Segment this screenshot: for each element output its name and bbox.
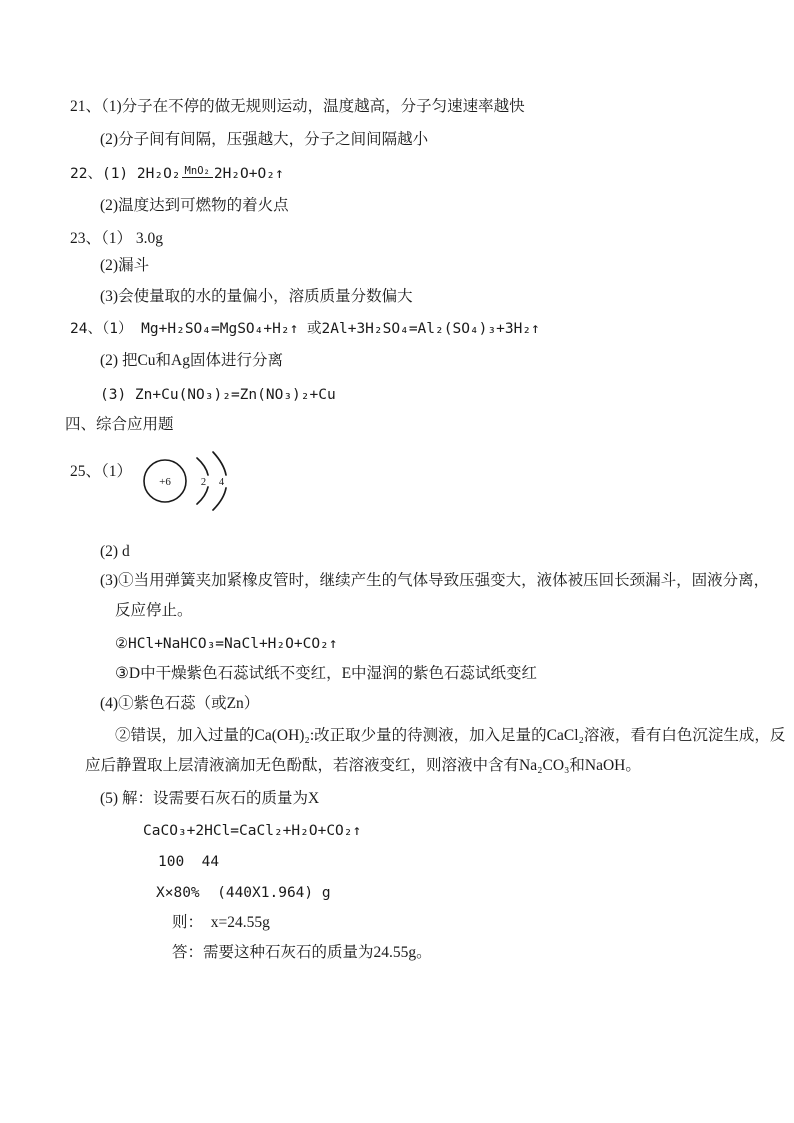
answer-25-4-2-line1: ②错误，加入过量的Ca(OH)₂:改正取少量的待测液，加入足量的CaCl₂溶液，看有白色沉淀生成，反 xyxy=(115,727,786,744)
question-number-label: 25、（1） xyxy=(70,463,133,480)
equation-prefix: 22、(1) xyxy=(70,166,137,182)
answer-25-4-1: (4)①紫色石蕊（或Zn） xyxy=(100,695,260,712)
electron-shell-arc xyxy=(197,458,208,475)
electron-shell-arc xyxy=(213,488,226,510)
nucleus-charge-label: +6 xyxy=(159,476,171,488)
electron-shell-arc xyxy=(213,452,226,475)
answer-22-1-equation xyxy=(70,164,284,184)
answer-25-3-2-equation: ②HCl+NaHCO₃=NaCl+H₂O+CO₂↑ xyxy=(115,636,338,652)
catalyst-condition: MnO₂ xyxy=(182,166,213,178)
answer-25-5-proportion: X×80% (440X1.964) g xyxy=(156,885,331,901)
answer-23-1: 23、（1） 3.0g xyxy=(70,230,164,247)
answer-25-3-1-line1: (3)①当用弹簧夹加紧橡皮管时，继续产生的气体导致压强变大，液体被压回长颈漏斗，固液分离， xyxy=(100,572,770,589)
shell-electron-count: 4 xyxy=(218,477,225,488)
answer-25-5-ratio: 100 44 xyxy=(158,854,220,870)
answer-25-3-3: ③D中干燥紫色石蕊试纸不变红，E中湿润的紫色石蕊试纸变红 xyxy=(115,665,538,682)
equation-rhs: 2H₂O+O₂↑ xyxy=(213,166,284,182)
answer-23-3: (3)会使量取的水的量偏小，溶质质量分数偏大 xyxy=(100,288,413,305)
answer-25-2: (2) d xyxy=(100,543,130,560)
answer-25-5-solution: (5) 解：设需要石灰石的质量为X xyxy=(100,790,320,807)
answer-21-2: (2)分子间有间隔，压强越大，分子之间间隔越小 xyxy=(100,131,429,148)
answer-24-3-equation: (3) Zn+Cu(NO₃)₂=Zn(NO₃)₂+Cu xyxy=(100,387,336,403)
answer-25-5-answer: 答：需要这种石灰石的质量为24.55g。 xyxy=(172,944,432,961)
equation-lhs: 2H₂O₂ xyxy=(136,166,181,182)
answer-23-2: (2)漏斗 xyxy=(100,257,150,274)
answer-24-2: (2) 把Cu和Ag固体进行分离 xyxy=(100,352,283,369)
answer-25-5-equation: CaCO₃+2HCl=CaCl₂+H₂O+CO₂↑ xyxy=(143,823,362,839)
answer-25-1-atom-diagram xyxy=(70,448,238,514)
section-4-heading: 四、综合应用题 xyxy=(65,416,174,433)
electron-shell-arc xyxy=(197,487,208,504)
answer-24-1-equation: 24、（1） Mg+H₂SO₄=MgSO₄+H₂↑ 或2Al+3H₂SO₄=Al₂(SO₄)₃+3H₂↑ xyxy=(70,321,540,337)
answer-25-4-2-line2: 应后静置取上层清液滴加无色酚酞，若溶液变红，则溶液中含有Na₂CO₃和NaOH。 xyxy=(85,757,641,774)
shell-electron-count: 2 xyxy=(200,477,207,488)
answer-22-2: (2)温度达到可燃物的着火点 xyxy=(100,197,289,214)
atom-structure-diagram xyxy=(138,448,238,514)
answer-25-3-1-line2: 反应停止。 xyxy=(115,602,193,619)
answer-21-1: 21、（1)分子在不停的做无规则运动，温度越高，分子匀速速率越快 xyxy=(70,98,525,115)
answer-25-5-result: 则： x=24.55g xyxy=(172,914,270,931)
